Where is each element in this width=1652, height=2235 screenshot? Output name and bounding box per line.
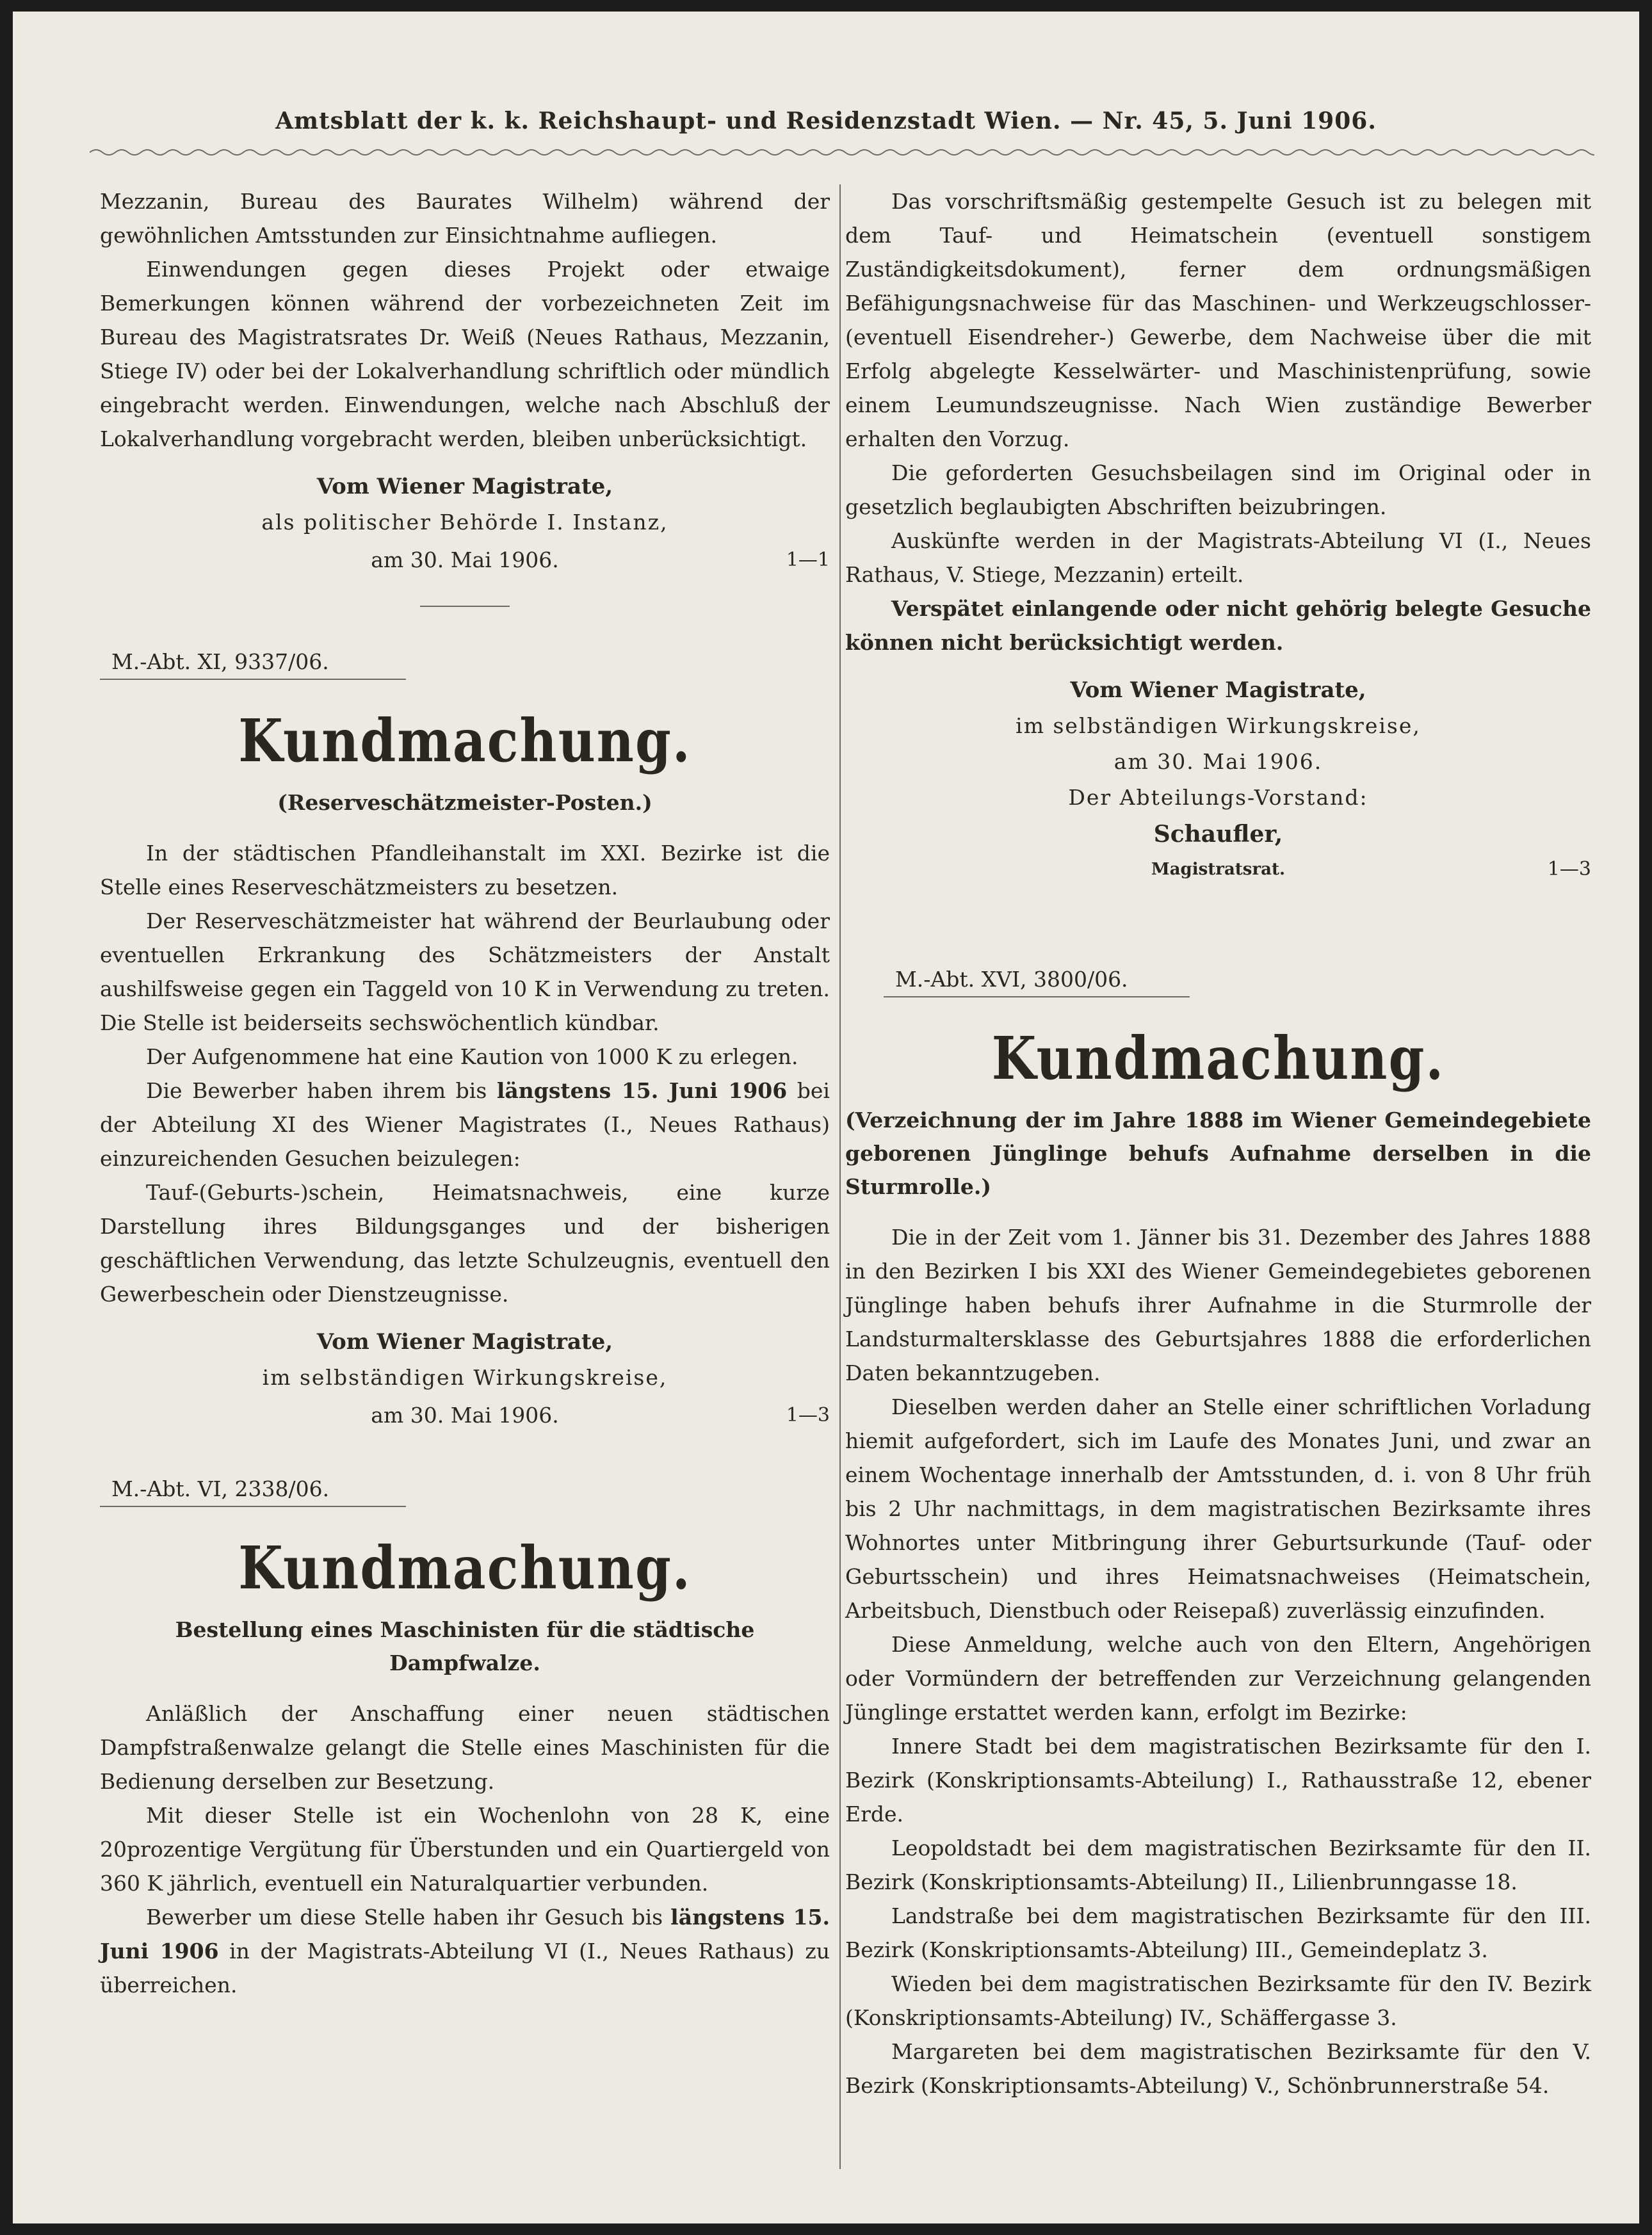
district-entry: Margareten bei dem magistratischen Bezirksamte für den V. Bezirk (Konskriptionsamts-Abteilung) V., Schönbrunnerstraße 54.: [845, 2039, 1591, 2098]
signature-authority: Vom Wiener Magistrate,: [316, 474, 613, 499]
insertion-number: 1—3: [786, 1404, 830, 1426]
notice-paragraph: [100, 1900, 830, 2002]
deadline-emphasis: längstens 15. Juni 1906: [496, 1078, 788, 1103]
notice-reference: M.-Abt. XVI, 3800/06.: [884, 963, 1190, 997]
notice-reference: M.-Abt. XI, 9337/06.: [100, 645, 406, 680]
signature-date: am 30. Mai 1906.: [1113, 749, 1323, 774]
insertion-number: 1—1: [786, 549, 830, 571]
warning-paragraph: Verspätet einlangende oder nicht gehörig belegte Gesuche können nicht berücksichtigt werden.: [845, 596, 1591, 655]
right-column: [845, 184, 1591, 2102]
notice-paragraph: Der Aufgenommene hat eine Kaution von 1000 K zu erlegen.: [146, 1044, 798, 1069]
signatory-name: Schaufler,: [1153, 821, 1283, 848]
deadline-emphasis: längstens 15. Juni 1906: [100, 1905, 830, 1964]
notice-paragraph: Tauf-(Geburts-)schein, Heimatsnachweis, eine kurze Darstellung ihres Bildungsganges und der bisherigen geschäftlichen Verwendung, das letzte Schulzeugnis, eventuell den Gewerbeschein oder Dienstzeugnisse.: [100, 1180, 830, 1307]
signatory-rank: Magistratsrat.: [1151, 860, 1286, 879]
notice-paragraph: Mit dieser Stelle ist ein Wochenlohn von 28 K, eine 20prozentige Vergütung für Überstunden und ein Quartiergeld von 360 K jährlich, eventuell ein Naturalquartier verbunden.: [100, 1803, 830, 1896]
header-wavy-rule: [90, 146, 1594, 159]
district-entry: Landstraße bei dem magistratischen Bezirksamte für den III. Bezirk (Konskriptionsamts-Abteilung) III., Gemeindeplatz 3.: [845, 1903, 1591, 1962]
notice-subtitle: Bestellung eines Maschinisten für die städtische Dampfwalze.: [175, 1617, 755, 1675]
intro-paragraph-2: Einwendungen gegen dieses Projekt oder etwaige Bemerkungen können während der vorbezeichneten Zeit im Bureau des Magistratsrates Dr. Weiß (Neues Rathaus, Mezzanin, Stiege IV) oder bei der Lokalverhandlung schriftlich oder mündlich eingebracht werden. Einwendungen, welche nach Abschluß der Lokalverhandlung vorgebracht werden, bleiben unberücksichtigt.: [100, 257, 830, 451]
notice-paragraph: [100, 1074, 830, 1175]
district-entry: Wieden bei dem magistratischen Bezirksamte für den IV. Bezirk (Konskriptionsamts-Abteilung) IV., Schäffergasse 3.: [845, 1971, 1591, 2030]
notice-title: Kundmachung.: [238, 706, 692, 776]
signature-date: am 30. Mai 1906.: [371, 1403, 559, 1428]
insertion-number: 1—3: [1547, 858, 1591, 880]
district-entry: Innere Stadt bei dem magistratischen Bezirksamte für den I. Bezirk (Konskriptionsamts-Abteilung) I., Rathausstraße 12, ebener Erde.: [845, 1734, 1591, 1827]
signature-capacity: im selbständigen Wirkungskreise,: [262, 1365, 668, 1390]
intro-paragraph-1: Mezzanin, Bureau des Baurates Wilhelm) während der gewöhnlichen Amtsstunden zur Einsichtnahme aufliegen.: [100, 189, 830, 248]
left-column: [100, 184, 830, 2002]
signatory-name-row: [845, 816, 1591, 853]
signature-capacity: als politischer Behörde I. Instanz,: [261, 510, 668, 535]
district-entry: Leopoldstadt bei dem magistratischen Bezirksamte für den II. Bezirk (Konskriptionsamts-Abteilung) II., Lilienbrunngasse 18.: [845, 1836, 1591, 1894]
newspaper-page: [13, 12, 1639, 2223]
signature-capacity: im selbständigen Wirkungskreise,: [1016, 713, 1421, 738]
continued-paragraph: Die geforderten Gesuchsbeilagen sind im Original oder in gesetzlich beglaubigten Abschriften beizubringen.: [845, 460, 1591, 519]
date-row: [100, 1396, 830, 1435]
text-run: in der Magistrats-Abteilung VI (I., Neues Rathaus) zu überreichen.: [100, 1939, 830, 1997]
date-row: [100, 540, 830, 580]
text-run: Die Bewerber haben ihrem bis: [146, 1078, 487, 1103]
signature-date: am 30. Mai 1906.: [371, 547, 559, 572]
text-run: Bewerber um diese Stelle haben ihr Gesuch bis: [146, 1905, 663, 1930]
signatory-rank-row: [845, 853, 1591, 886]
notice-paragraph: Der Reserveschätzmeister hat während der Beurlaubung oder eventuellen Erkrankung des Schätzmeisters der Anstalt aushilfsweise gegen ein Taggeld von 10 K in Verwendung zu treten. Die Stelle ist beiderseits sechswöchentlich kündbar.: [100, 908, 830, 1035]
notice-paragraph: Die in der Zeit vom 1. Jänner bis 31. Dezember des Jahres 1888 in den Bezirken I bis XXI des Wiener Gemeindegebietes geborenen Jünglinge haben behufs ihrer Aufnahme in die Sturmrolle der Landsturmaltersklasse des Geburtsjahres 1888 die erforderlichen Daten bekanntzugeben.: [845, 1225, 1591, 1385]
page-header: Amtsblatt der k. k. Reichshaupt- und Residenzstadt Wien. — Nr. 45, 5. Juni 1906.: [275, 108, 1377, 134]
signature-authority: Vom Wiener Magistrate,: [316, 1329, 613, 1355]
notice-paragraph: Anläßlich der Anschaffung einer neuen städtischen Dampfstraßenwalze gelangt die Stelle eines Maschinisten für die Bedienung derselben zur Besetzung.: [100, 1701, 830, 1794]
section-separator: [420, 606, 510, 607]
notice-title: Kundmachung.: [238, 1533, 692, 1603]
text-run: bei der Abteilung XI des Wiener Magistrates (I., Neues Rathaus) einzureichenden Gesuchen beizulegen:: [100, 1078, 830, 1171]
continued-paragraph: Auskünfte werden in der Magistrats-Abteilung VI (I., Neues Rathaus, V. Stiege, Mezzanin) erteilt.: [845, 528, 1591, 587]
notice-title: Kundmachung.: [991, 1023, 1445, 1093]
notice-subtitle: (Verzeichnung der im Jahre 1888 im Wiener Gemeindegebiete geborenen Jünglinge behufs Aufnahme derselben in die Sturmrolle.): [845, 1108, 1591, 1199]
notice-paragraph: Diese Anmeldung, welche auch von den Eltern, Angehörigen oder Vormündern der betreffenden zur Verzeichnung gelangenden Jünglinge erstattet werden kann, erfolgt im Bezirke:: [845, 1632, 1591, 1725]
notice-subtitle: (Reserveschätzmeister-Posten.): [277, 790, 652, 815]
signature-authority: Vom Wiener Magistrate,: [1070, 677, 1366, 703]
notice-reference: M.-Abt. VI, 2338/06.: [100, 1473, 406, 1507]
notice-paragraph: Dieselben werden daher an Stelle einer schriftlichen Vorladung hiemit aufgefordert, sich im Laufe des Monates Juni, und zwar an einem Wochentage innerhalb der Amtsstunden, d. i. von 8 Uhr früh bis 2 Uhr nachmittags, in dem magistratischen Bezirksamte ihres Wohnortes unter Mitbringung ihrer Geburtsurkunde (Tauf- oder Geburtsschein) und ihres Heimatsnachweises (Heimatschein, Arbeitsbuch, Dienstbuch oder Reisepaß) zuverlässig einzufinden.: [845, 1394, 1591, 1623]
continued-paragraph: Das vorschriftsmäßig gestempelte Gesuch ist zu belegen mit dem Tauf- und Heimatschein (eventuell sonstigem Zuständigkeitsdokument), ferner dem ordnungsmäßigen Befähigungsnachweise für das Maschinen- und Werkzeugschlosser- (eventuell Eisendreher-) Gewerbe, dem Nachweise über die mit Erfolg abgelegte Kesselwärter- und Maschinistenprüfung, sowie einem Leumundszeugnisse. Nach Wien zuständige Bewerber erhalten den Vorzug.: [845, 189, 1591, 451]
column-divider: [839, 184, 841, 2169]
department-head-label: Der Abteilungs-Vorstand:: [1068, 785, 1368, 810]
notice-paragraph: In der städtischen Pfandleihanstalt im XXI. Bezirke ist die Stelle eines Reserveschätzmeisters zu besetzen.: [100, 841, 830, 900]
